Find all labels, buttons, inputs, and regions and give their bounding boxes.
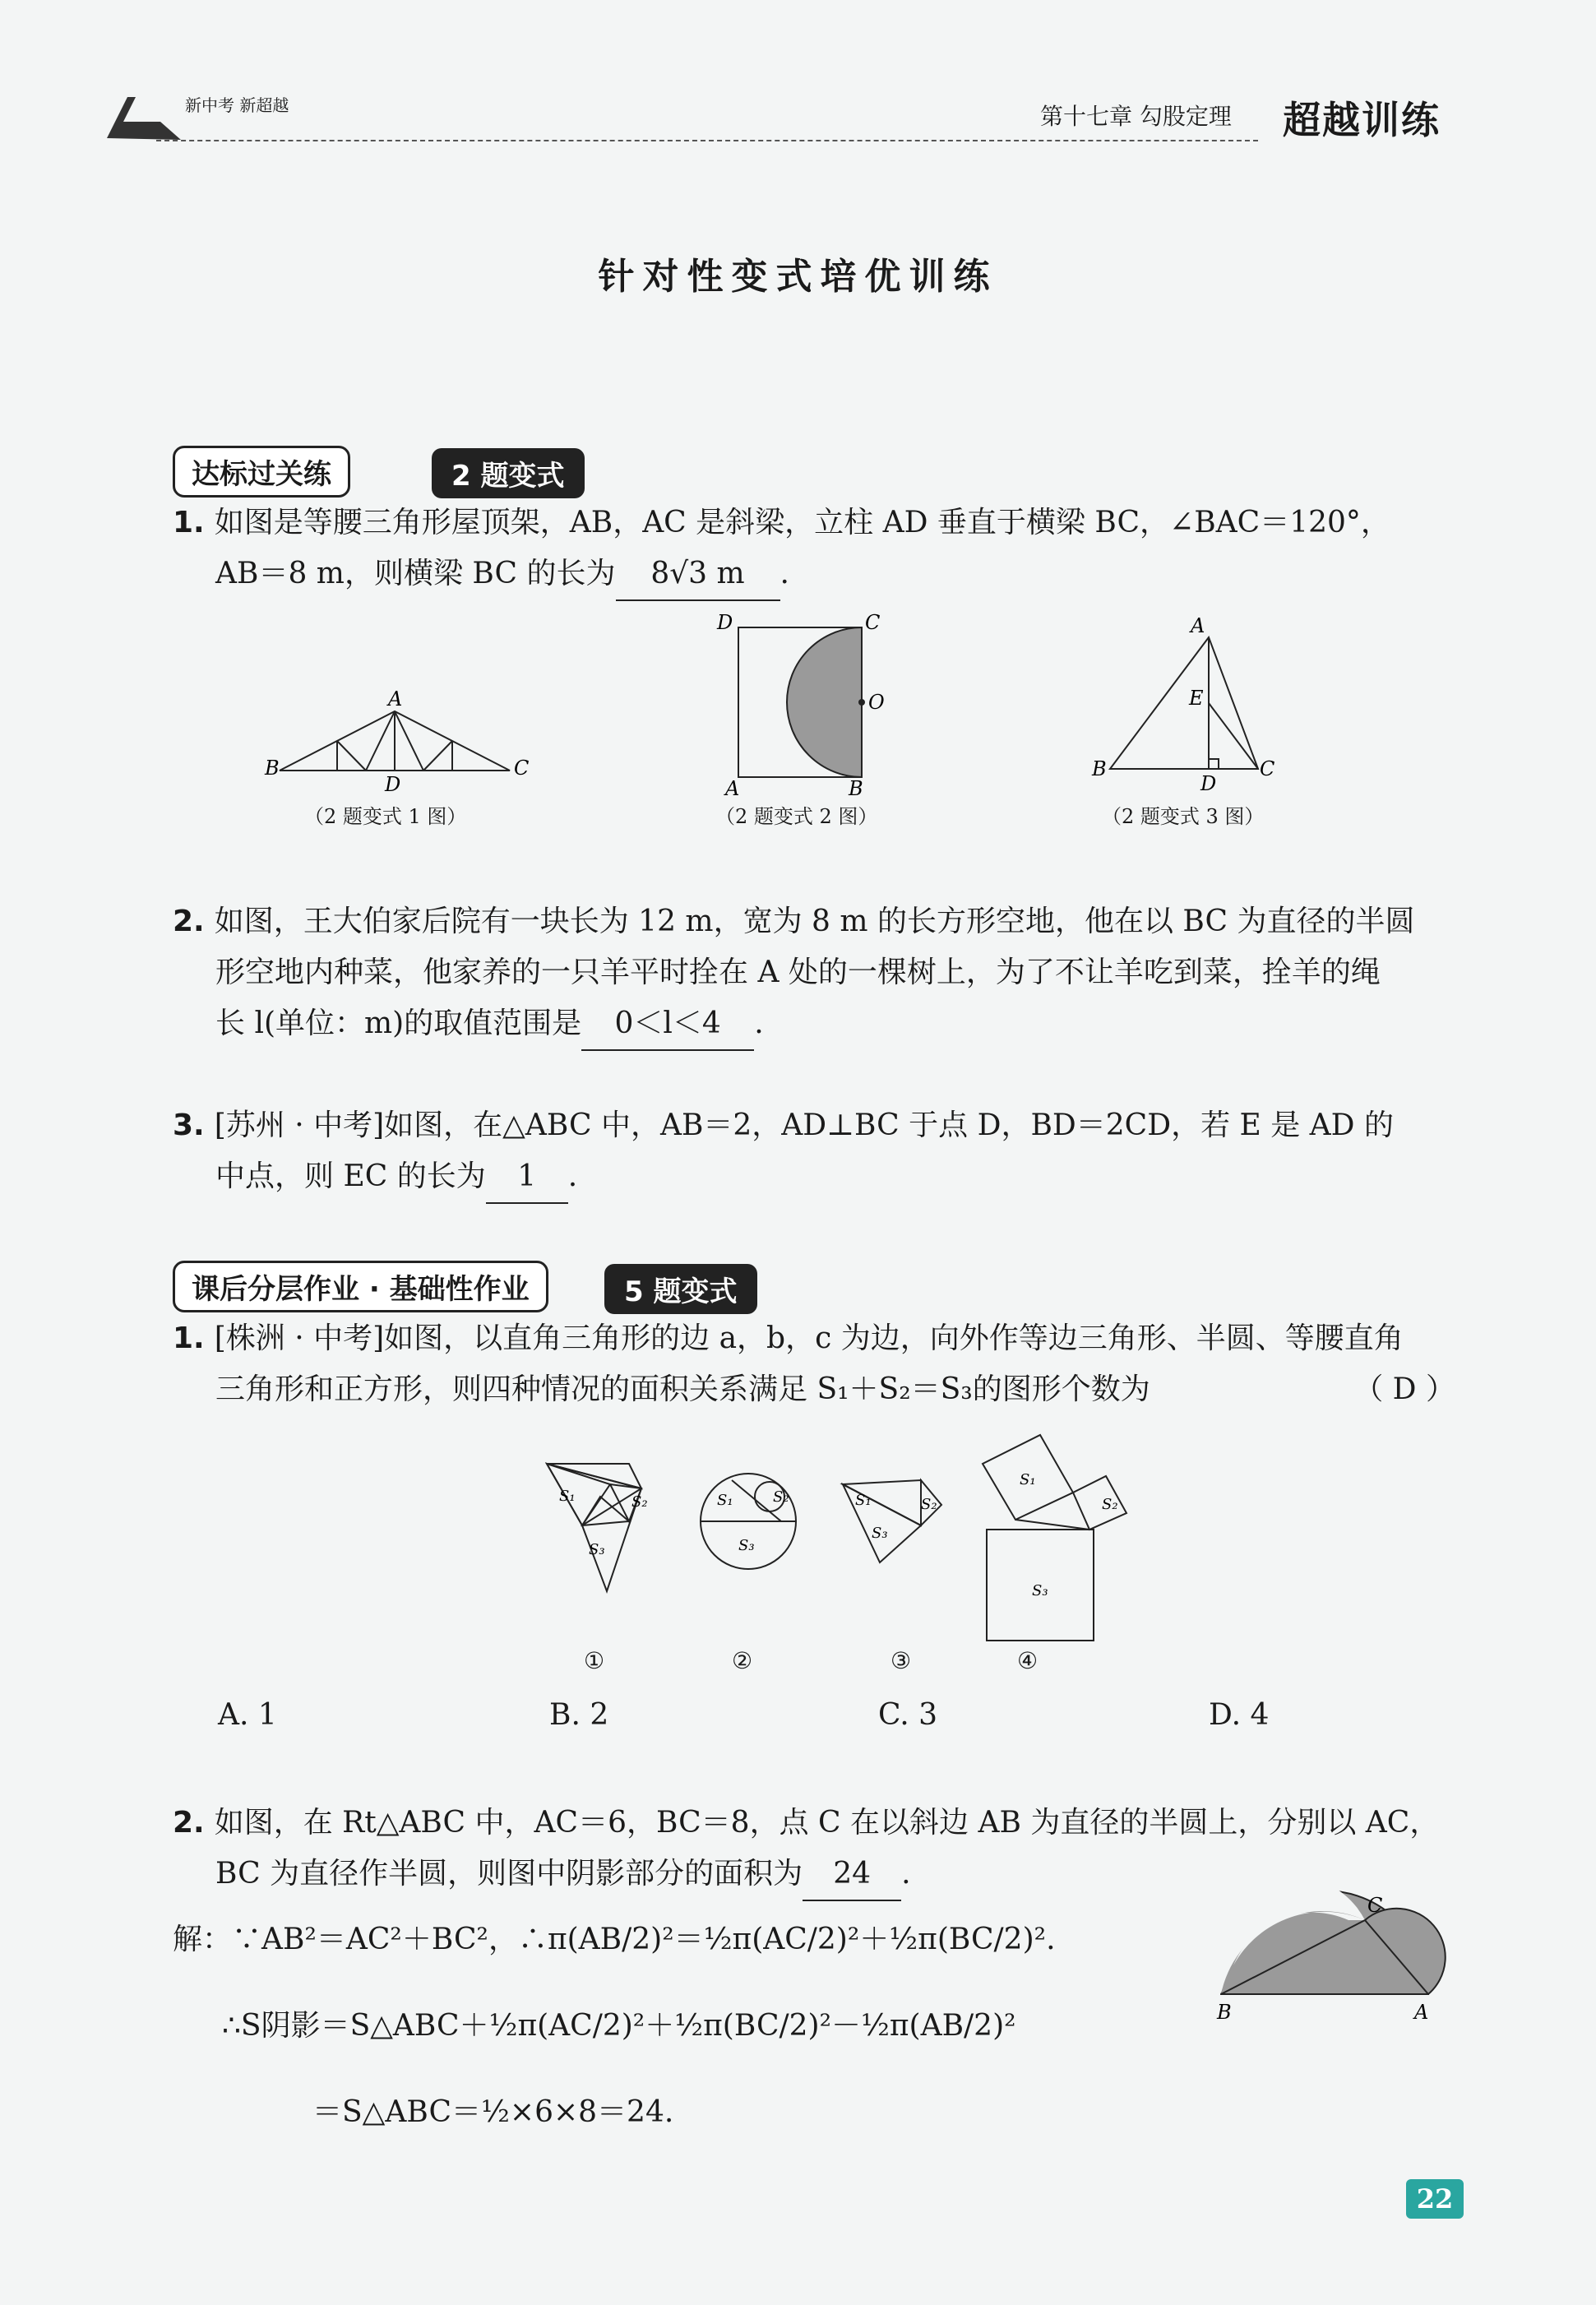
svg-text:S₁: S₁ xyxy=(1020,1471,1036,1488)
answer-blank: 8√3 m xyxy=(616,548,780,601)
question-2 xyxy=(173,896,1455,1051)
question-text: 如图是等腰三角形屋顶架，AB，AC 是斜梁，立柱 AD 垂直于横梁 BC，∠BAC＝120°， xyxy=(214,506,1390,539)
svg-text:S₁: S₁ xyxy=(717,1492,733,1509)
question-text: [株洲 · 中考]如图，以直角三角形的边 a，b，c 为边，向外作等边三角形、半圆、等腰直角 xyxy=(214,1321,1404,1355)
question-text: [苏州 · 中考]如图，在△ABC 中，AB＝2，AD⊥BC 于点 D，BD＝2CD，若 E 是 AD 的 xyxy=(214,1109,1394,1142)
svg-text:A: A xyxy=(1414,2001,1429,2024)
answer-choice: （ D ） xyxy=(1353,1372,1455,1406)
svg-text:A: A xyxy=(388,687,403,710)
section-tag: 达标过关练 xyxy=(173,446,350,498)
figure-semicircles xyxy=(1209,1883,1455,2039)
option-d: D. 4 xyxy=(1209,1698,1270,1732)
figure-four-cases xyxy=(534,1431,1143,1653)
question-text: 如图，王大伯家后院有一块长为 12 m，宽为 8 m 的长方形空地，他在以 BC 为直径的半圆 xyxy=(214,905,1415,938)
svg-text:S₂: S₂ xyxy=(1102,1496,1118,1513)
header-divider xyxy=(156,140,1258,141)
figure-label: ④ xyxy=(1017,1647,1039,1674)
solution-line-3: ＝S△ABC＝½×6×8＝24. xyxy=(312,2095,674,2129)
option-a: A. 1 xyxy=(218,1698,277,1732)
svg-text:B: B xyxy=(1092,757,1107,780)
question-number: 3. xyxy=(173,1109,205,1142)
header-chapter: 第十七章 勾股定理 xyxy=(1040,103,1232,130)
figure-caption: （2 题变式 1 图） xyxy=(304,805,467,828)
figure-caption: （2 题变式 3 图） xyxy=(1102,805,1265,828)
section-tag: 课后分层作业 · 基础性作业 xyxy=(173,1261,548,1312)
figure-label: ① xyxy=(584,1647,605,1674)
figure-triangle-altitude xyxy=(1085,613,1299,802)
svg-text:O: O xyxy=(868,691,885,714)
logo-icon xyxy=(103,89,185,146)
svg-text:S₁: S₁ xyxy=(855,1492,872,1509)
svg-text:C: C xyxy=(865,611,881,634)
svg-text:S₃: S₃ xyxy=(589,1541,605,1558)
svg-text:C: C xyxy=(1367,1894,1383,1917)
figure-roof-truss xyxy=(263,683,530,798)
svg-text:B: B xyxy=(1217,2001,1232,2024)
section-badge: 2 题变式 xyxy=(432,448,585,498)
answer-blank: 1 xyxy=(486,1151,568,1204)
solution-line-1 xyxy=(173,1916,1056,1958)
question-text: 中点，则 EC 的长为 xyxy=(215,1159,486,1193)
question-text: 长 l(单位：m)的取值范围是 xyxy=(215,1007,582,1040)
case-equilateral xyxy=(547,1464,648,1591)
question-number: 1. xyxy=(173,1321,205,1355)
figure-caption: （2 题变式 2 图） xyxy=(715,805,878,828)
svg-text:S₂: S₂ xyxy=(631,1493,648,1511)
svg-text:S₁: S₁ xyxy=(559,1488,576,1505)
svg-text:S₂: S₂ xyxy=(773,1488,789,1506)
svg-text:S₃: S₃ xyxy=(872,1525,888,1542)
answer-blank: 24 xyxy=(803,1849,901,1901)
question-number: 2. xyxy=(173,1806,205,1840)
section-badge: 5 题变式 xyxy=(604,1264,757,1314)
case-isosceles-right xyxy=(843,1480,941,1562)
answer-blank: 0＜l＜4 xyxy=(581,998,754,1051)
svg-text:S₃: S₃ xyxy=(738,1537,755,1554)
svg-text:B: B xyxy=(849,777,863,800)
svg-text:C: C xyxy=(514,757,530,780)
case-semicircle xyxy=(701,1474,796,1569)
svg-text:D: D xyxy=(717,611,733,634)
question-end: . xyxy=(779,557,789,590)
svg-text:A: A xyxy=(725,777,740,800)
question-end: . xyxy=(567,1159,578,1193)
solution-text: 解：∵AB²＝AC²＋BC²，∴ xyxy=(173,1923,548,1956)
svg-text:A: A xyxy=(1191,614,1205,637)
svg-text:D: D xyxy=(385,773,401,796)
svg-text:B: B xyxy=(265,757,280,780)
question-text: BC 为直径作半圆，则图中阴影部分的面积为 xyxy=(215,1857,803,1891)
figure-label: ③ xyxy=(891,1647,912,1674)
figure-label: ② xyxy=(732,1647,753,1674)
solution-line-2: ∴S阴影＝S△ABC＋½π(AC/2)²＋½π(BC/2)²－½π(AB/2)² xyxy=(222,2009,1016,2043)
question-1 xyxy=(173,1313,1455,1415)
question-text: 形空地内种菜，他家养的一只羊平时拴在 A 处的一棵树上，为了不让羊吃到菜，拴羊的绳 xyxy=(215,956,1381,989)
question-3 xyxy=(173,1100,1455,1204)
svg-text:S₃: S₃ xyxy=(1032,1582,1048,1599)
option-c: C. 3 xyxy=(878,1698,938,1732)
case-square xyxy=(983,1435,1126,1641)
question-text: AB＝8 m，则横梁 BC 的长为 xyxy=(215,557,616,590)
question-text: 如图，在 Rt△ABC 中，AC＝6，BC＝8，点 C 在以斜边 AB 为直径的半圆上，分别以 AC， xyxy=(214,1806,1440,1840)
option-b: B. 2 xyxy=(549,1698,609,1732)
svg-text:C: C xyxy=(1260,757,1275,780)
solution-text: π(AB/2)²＝½π(AC/2)²＋½π(BC/2)². xyxy=(547,1923,1056,1956)
question-text: 三角形和正方形，则四种情况的面积关系满足 S₁＋S₂＝S₃的图形个数为 xyxy=(215,1372,1150,1406)
question-number: 2. xyxy=(173,905,205,938)
svg-text:E: E xyxy=(1189,687,1204,710)
header-brand: 超越训练 xyxy=(1283,98,1441,142)
question-end: . xyxy=(754,1007,764,1040)
page-number: 22 xyxy=(1406,2179,1464,2219)
question-number: 1. xyxy=(173,506,205,539)
question-end: . xyxy=(901,1857,911,1891)
figure-rectangle-semicircle xyxy=(707,613,904,802)
svg-text:D: D xyxy=(1200,772,1217,795)
header-series: 新中考 新超越 xyxy=(185,95,289,115)
svg-text:S₂: S₂ xyxy=(921,1496,937,1513)
question-1 xyxy=(173,498,1455,601)
page-title: 针对性变式培优训练 xyxy=(598,256,998,298)
